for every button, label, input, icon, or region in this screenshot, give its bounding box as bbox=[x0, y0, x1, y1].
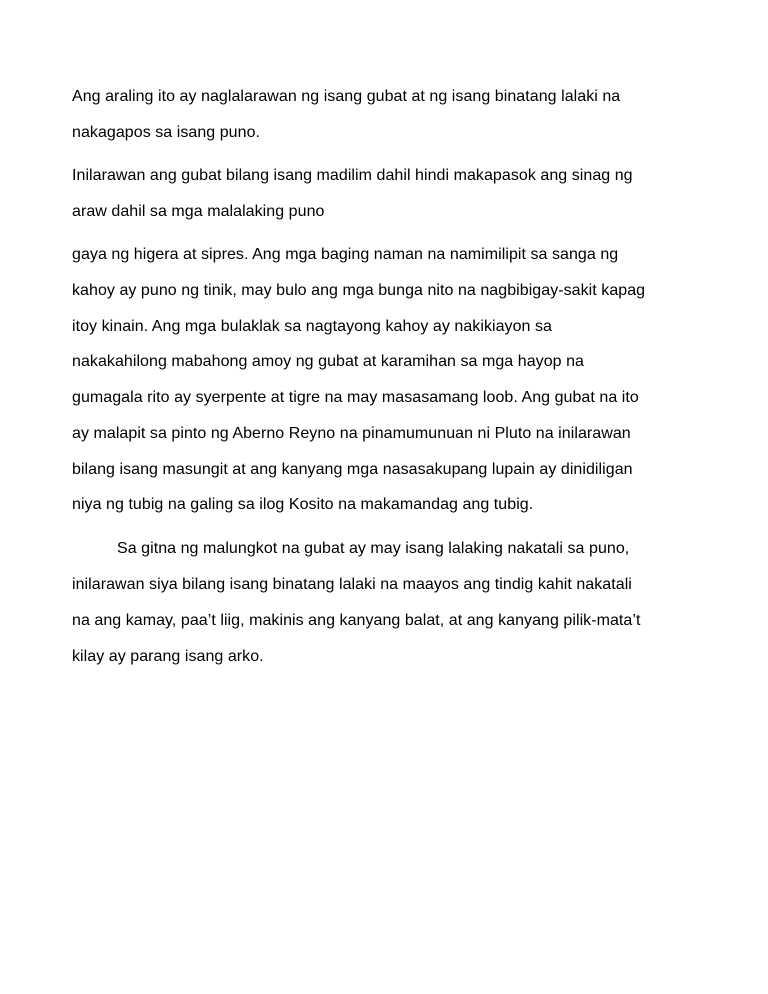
text-line: Inilarawan ang gubat bilang isang madilim dahil hindi makapasok ang sinag ng bbox=[72, 167, 633, 184]
paragraph-indented-line: Sa gitna ng malungkot na gubat ay may isang lalaking nakatali sa puno, bbox=[117, 540, 630, 557]
text-line: itoy kinain. Ang mga bulaklak sa nagtayong kahoy ay nakikiayon sa bbox=[72, 318, 552, 335]
text-line: kilay ay parang isang arko. bbox=[72, 648, 264, 665]
text-line: nakagapos sa isang puno. bbox=[72, 124, 261, 141]
text-line: bilang isang masungit at ang kanyang mga nasasakupang lupain ay dinidiligan bbox=[72, 461, 633, 478]
text-line: kahoy ay puno ng tinik, may bulo ang mga bunga nito na nagbibigay-sakit kapag bbox=[72, 282, 646, 299]
text-line: inilarawan siya bilang isang binatang lalaki na maayos ang tindig kahit nakatali bbox=[72, 576, 632, 593]
text-line: nakakahilong mabahong amoy ng gubat at karamihan sa mga hayop na bbox=[72, 353, 584, 370]
text-line: gaya ng higera at sipres. Ang mga baging naman na namimilipit sa sanga ng bbox=[72, 246, 619, 263]
text-line: na ang kamay, paa’t liig, makinis ang kanyang balat, at ang kanyang pilik-mata’t bbox=[72, 612, 641, 629]
text-line: gumagala rito ay syerpente at tigre na may masasamang loob. Ang gubat na ito bbox=[72, 389, 639, 406]
text-line: niya ng tubig na galing sa ilog Kosito na makamandag ang tubig. bbox=[72, 496, 534, 513]
text-line: ay malapit sa pinto ng Aberno Reyno na pinamumunuan ni Pluto na inilarawan bbox=[72, 425, 631, 442]
text-line: Ang araling ito ay naglalarawan ng isang gubat at ng isang binatang lalaki na bbox=[72, 88, 621, 105]
text-line: araw dahil sa mga malalaking puno bbox=[72, 203, 325, 220]
